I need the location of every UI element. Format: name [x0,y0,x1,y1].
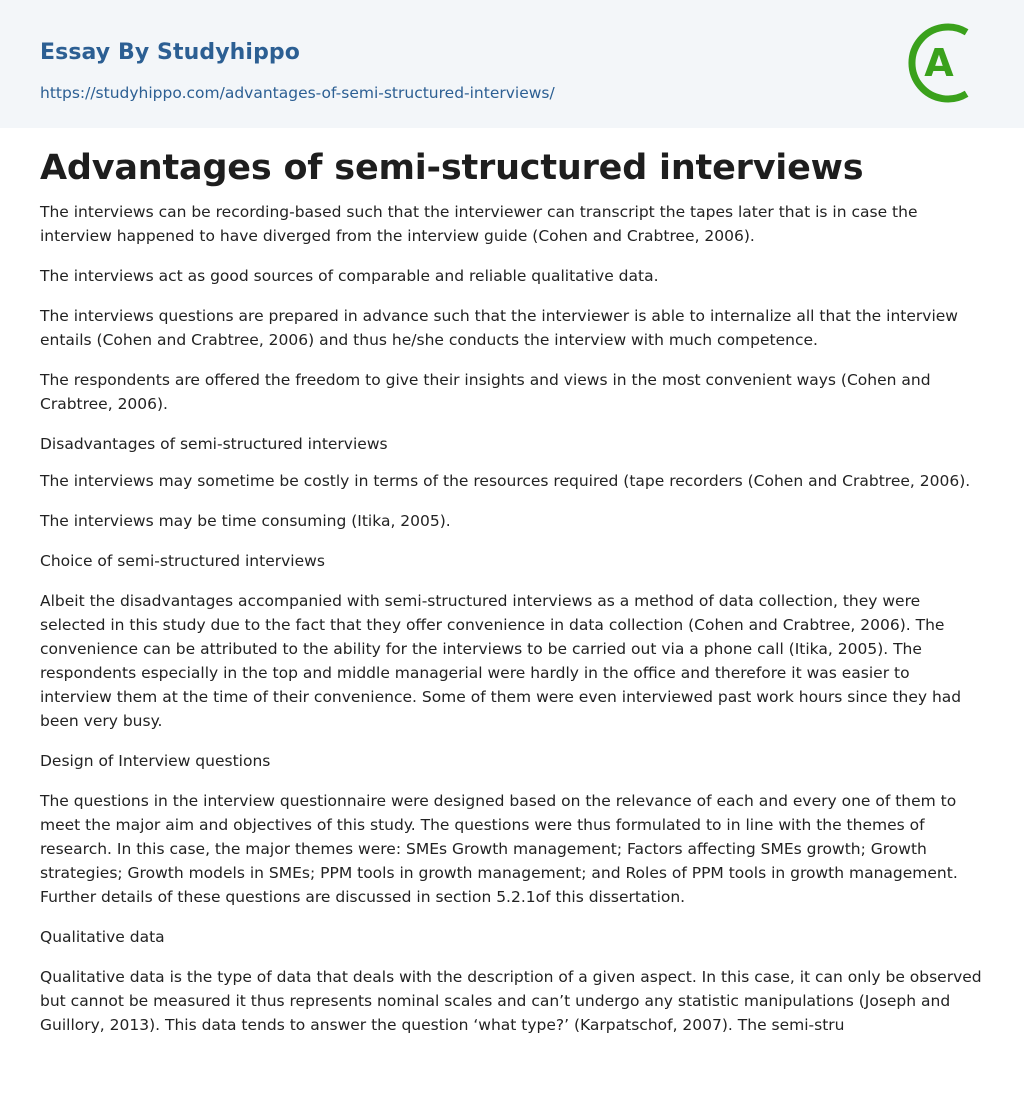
essay-paragraph: Qualitative data is the type of data that deals with the description of a given aspect. In this case, it can only be observed but cannot be measured it thus represents nominal scales and can’t undergo any statistic manipulations (Joseph and Guillory, 2013). This data tends to answer the question ‘what type?’ (Karpatschof, 2007). The semi-stru [40,968,982,1034]
logo-icon[interactable] [904,18,988,106]
site-header [0,0,1024,128]
logo-letter: A [924,41,954,85]
essay-title: Advantages of semi-structured interviews [40,148,864,188]
essay-body [40,142,984,1053]
essay-paragraph: The respondents are offered the freedom to give their insights and views in the most convenient ways (Cohen and Crabtree, 2006). [40,371,931,413]
section-subheading: Disadvantages of semi-structured interviews [40,435,388,453]
essay-paragraph: The interviews may be time consuming (Itika, 2005). [40,512,451,530]
essay-paragraph: The interviews can be recording-based such that the interviewer can transcript the tapes later that is in case the interview happened to have diverged from the interview guide (Cohen and Crabtree, 2006). [40,203,918,245]
essay-paragraph: The interviews act as good sources of comparable and reliable qualitative data. [40,267,659,285]
essay-paragraph: The interviews may sometime be costly in terms of the resources required (tape recorders (Cohen and Crabtree, 2006). [40,472,971,490]
essay-paragraph: The questions in the interview questionnaire were designed based on the relevance of each and every one of them to meet the major aim and objectives of this study. The questions were thus formulated to in line with the themes of research. In this case, the major themes were: SMEs Growth management; Factors affecting SMEs growth; Growth strategies; Growth models in SMEs; PPM tools in growth management; and Roles of PPM tools in growth management. Further details of these questions are discussed in section 5.2.1of this dissertation. [40,792,958,906]
brand-name[interactable]: Essay By Studyhippo [40,40,300,65]
essay-paragraph: The interviews questions are prepared in advance such that the interviewer is able to internalize all that the interview entails (Cohen and Crabtree, 2006) and thus he/she conducts the interview with much competence. [40,307,958,349]
section-subheading: Qualitative data [40,928,165,946]
section-subheading: Design of Interview questions [40,752,271,770]
source-url-link[interactable]: https://studyhippo.com/advantages-of-semi-structured-interviews/ [40,84,555,102]
essay-paragraph: Albeit the disadvantages accompanied with semi-structured interviews as a method of data collection, they were selected in this study due to the fact that they offer convenience in data collection (Cohen and Crabtree, 2006). The convenience can be attributed to the ability for the interviews to be carried out via a phone call (Itika, 2005). The respondents especially in the top and middle managerial were hardly in the office and therefore it was easier to interview them at the time of their convenience. Some of them were even interviewed past work hours since they had been very busy. [40,592,962,730]
section-subheading: Choice of semi-structured interviews [40,552,325,570]
